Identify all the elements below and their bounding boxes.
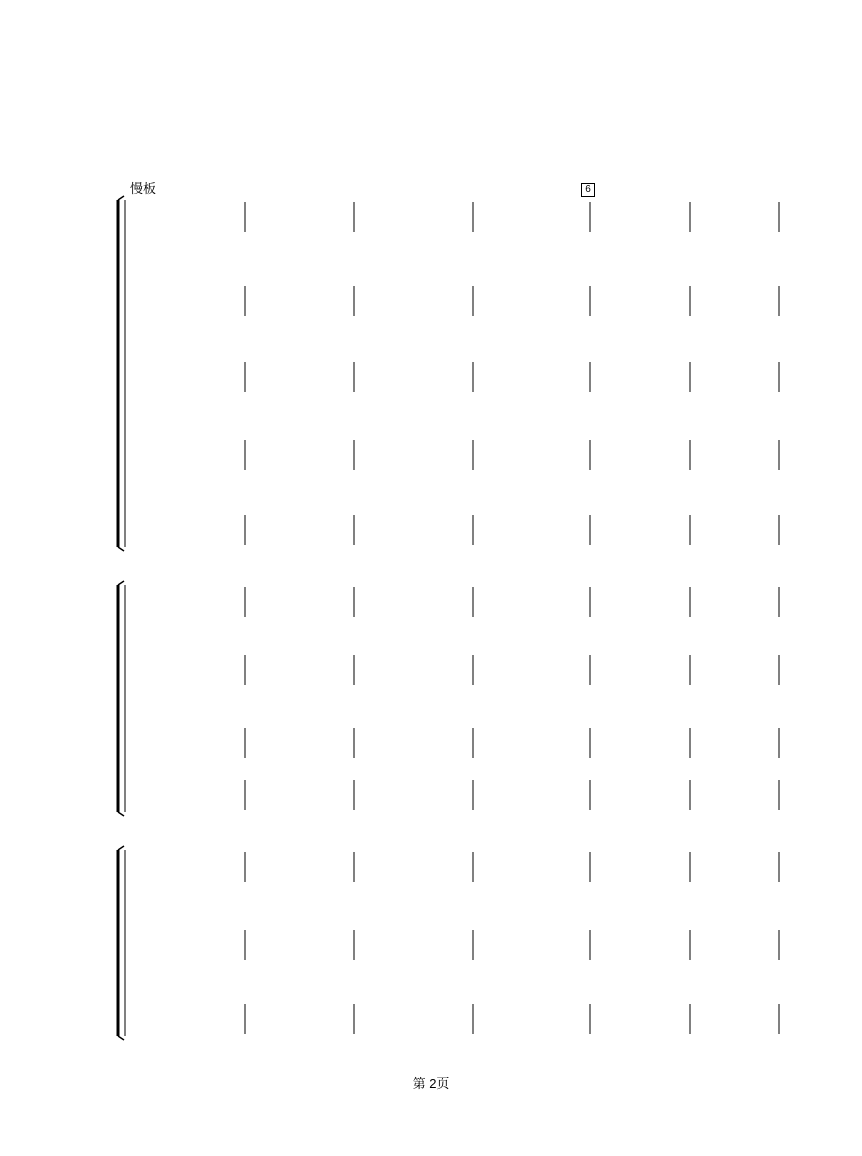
group-bracket-top <box>118 581 124 585</box>
group-bracket-bottom <box>118 1036 124 1040</box>
rehearsal-mark: 6 <box>581 183 595 197</box>
group-bracket-bottom <box>118 547 124 551</box>
group-bracket-bottom <box>118 812 124 816</box>
page-number: 第 2页 <box>412 1076 450 1091</box>
group-bracket-top <box>118 846 124 850</box>
tempo-marking: 慢板 <box>130 181 157 196</box>
group-bracket-top <box>118 196 124 200</box>
